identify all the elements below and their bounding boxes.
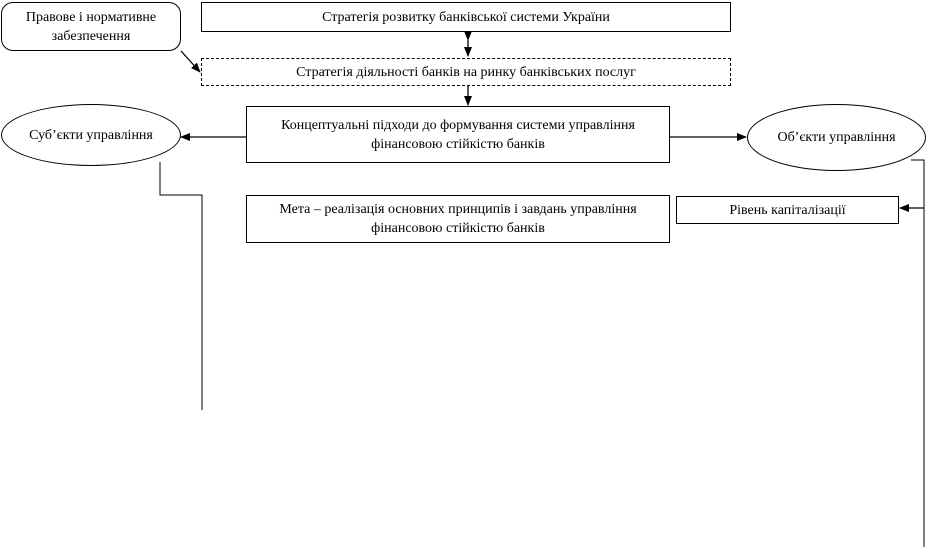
objects-label: Об’єкти управління bbox=[777, 130, 896, 145]
arrow-objects-to-capitalization bbox=[911, 160, 924, 547]
strategy-banks-label: Стратегія діяльності банків на ринку банківських послуг bbox=[296, 64, 636, 80]
concept-box bbox=[246, 106, 670, 163]
capitalization-label: Рівень капіталізації bbox=[729, 202, 846, 218]
strategy-system-box bbox=[201, 2, 731, 32]
legal-support-label: Правове і нормативне забезпечення bbox=[25, 9, 157, 44]
strategy-banks-box bbox=[201, 58, 731, 86]
line-subjects-down bbox=[160, 162, 202, 410]
strategy-system-label: Стратегія розвитку банківської системи України bbox=[322, 9, 610, 25]
subjects-label: Суб’єкти управління bbox=[29, 127, 153, 143]
goal-box bbox=[246, 195, 670, 243]
concept-label: Концептуальні підходи до формування системи управління фінансовою стійкістю банків bbox=[281, 117, 635, 152]
subjects-ellipse bbox=[1, 104, 181, 166]
legal-support-box bbox=[1, 2, 181, 51]
objects-ellipse bbox=[747, 104, 926, 171]
goal-label: Мета – реалізація основних принципів і завдань управління фінансовою стійкістю банків bbox=[279, 202, 637, 236]
arrow-legal-to-strategy bbox=[181, 51, 200, 72]
capitalization-box bbox=[676, 196, 899, 224]
